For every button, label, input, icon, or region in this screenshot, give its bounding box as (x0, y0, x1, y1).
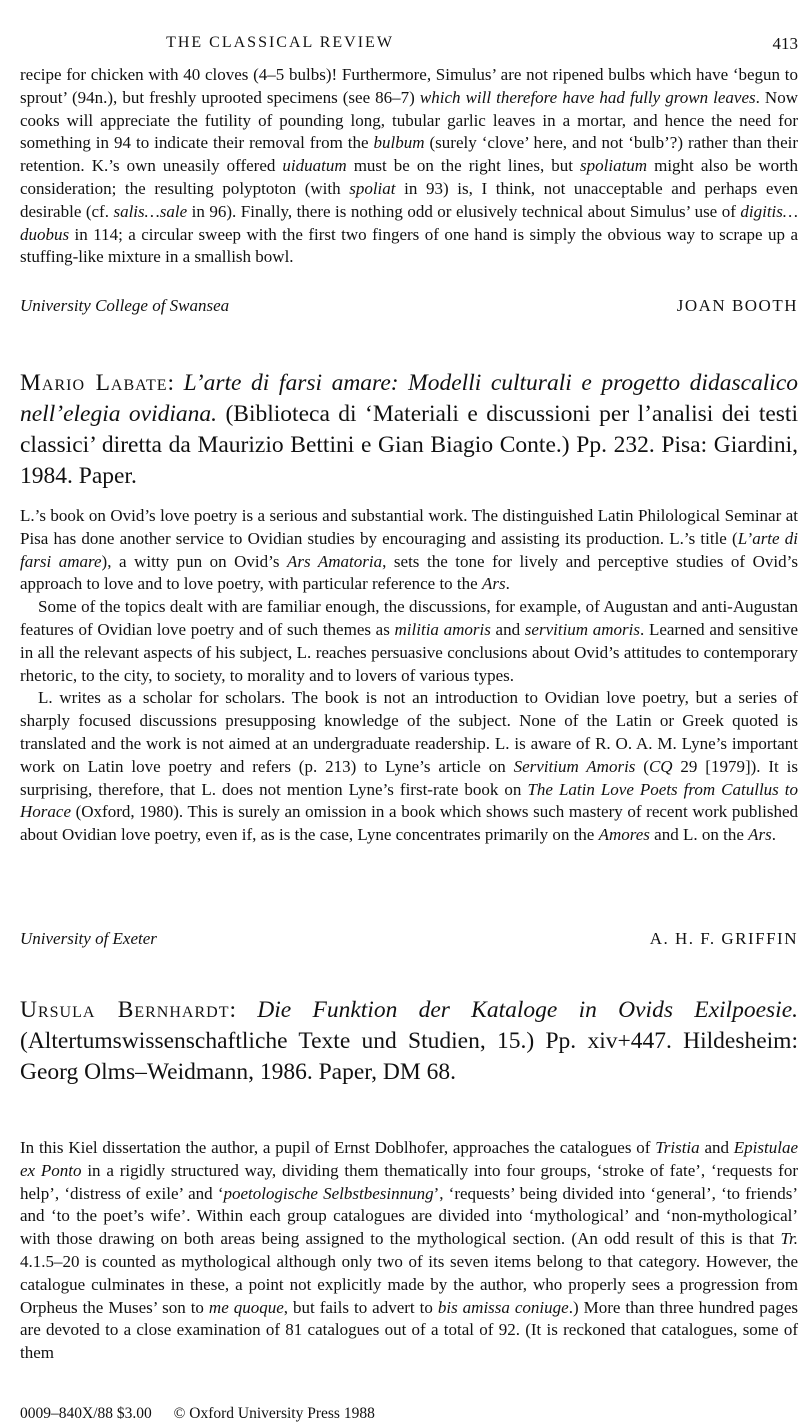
text-run: . Now cooks will appreciate the futility of pounding long, tubular garlic leaves in a mortar, and hence the need for something in 94 to indicate their removal from the (20, 87, 798, 153)
text-run: Some of the topics dealt with are familiar enough, the discussions, for example, of Augustan and anti-Augustan features of Ovidian love poetry and of such themes as (20, 597, 798, 639)
italic-text: Epistulae ex Ponto (20, 1138, 799, 1180)
italic-text: Servitium Amoris (513, 756, 636, 776)
reviewer-affiliation: University College of Swansea (20, 296, 230, 315)
review-paragraph (20, 687, 798, 847)
text-run: must be on the right lines, but (346, 156, 581, 176)
italic-text: Tr. (780, 1229, 798, 1249)
italic-text: bis amissa coniuge (437, 1297, 569, 1317)
text-run: might also be worth consideration; the resulting polyptoton (with (20, 156, 798, 198)
review-booth-body (20, 64, 798, 269)
text-run: . Learned and sensitive in all the relevant aspects of his subject, L. reaches persuasive conclusions about Ovid’s attitudes to contemporary rhetoric, to the city, to society, to morality and to lovers of various types. (20, 619, 799, 685)
italic-text: Ars (748, 825, 772, 845)
text-run: (Oxford, 1980). This is surely an omission in a book which shows such mastery of recent work published about Ovidian love poetry, even if, as is the case, Lyne concentrates primarily on the (20, 802, 798, 845)
italic-text: servitium amoris (524, 619, 640, 639)
italic-text: Amores (598, 825, 650, 845)
reviewer-name: JOAN BOOTH (676, 296, 798, 315)
italic-text: spoliatum (580, 156, 648, 176)
text-run: in a rigidly structured way, dividing them thematically into four groups, ‘stroke of fate’, ‘requests for help’, ‘distress of exile’ and ‘ (20, 1160, 798, 1203)
italic-text: which will therefore have had fully grown leaves (419, 87, 756, 107)
text-run: 4.1.5–20 is counted as mythological although only two of its seven items belong to that category. However, the catalogue culminates in these, a point not explicitly made by the author, who properly sees a progression from Orpheus the Muses’ son to (20, 1251, 798, 1317)
review-paragraph (20, 505, 798, 596)
italic-text: digitis…duobus (20, 201, 798, 244)
italic-text: salis…sale (113, 201, 188, 221)
text-run: in 96). Finally, there is nothing odd or elusively technical about Simulus’ use of (187, 201, 741, 221)
page-number: 413 (772, 34, 798, 53)
review-heading-labate: Mario Labate: L’arte di farsi amare: Modelli culturali e progetto didascalico nell’elegia ovidiana. (Biblioteca di ‘Materiali e discussioni per l’analisi dei testi classici’ diretta da Maurizio Bettini e Gian Biagio Conte.) Pp. 232. Pisa: Giardini, 1984. Paper. (20, 370, 799, 489)
book-title: Die Funktion der Kataloge in Ovids Exilpoesie. (257, 997, 798, 1023)
italic-text: militia amoris (394, 619, 491, 639)
text-run: 29 [1979]). It is surprising, therefore, that L. does not mention Lyne’s first-rate book on (20, 756, 798, 799)
text-run: L.’s book on Ovid’s love poetry is a serious and substantial work. The distinguished Latin Philological Seminar at Pisa has done another service to Ovidian studies by encouraging and assisting its production. L.’s title ( (20, 506, 798, 548)
text-run: recipe for chicken with 40 cloves (4–5 bulbs)! Furthermore, Simulus’ are not ripened bulbs which have ‘begun to sprout’ (94n.), but freshly uprooted specimens (see 86–7) (20, 65, 798, 107)
review-booth (20, 64, 798, 269)
italic-text: uiduatum (282, 156, 347, 176)
text-run: and (699, 1138, 734, 1157)
page-footer (20, 1405, 393, 1423)
italic-text: Tristia (655, 1138, 700, 1157)
review-griffin (20, 505, 798, 847)
text-run: (surely ‘clove’ here, and not ‘bulb’?) rather than their retention. K.’s own uneasily offered (20, 133, 798, 176)
book-details: (Biblioteca di ‘Materiali e discussioni per l’analisi dei testi classici’ diretta da Maurizio Bettini e Gian Biagio Conte.) Pp. 232. Pisa: Giardini, 1984. Paper. (20, 401, 798, 489)
review-bernhardt-body (20, 1137, 798, 1365)
text-run: L. writes as a scholar for scholars. The book is not an introduction to Ovidian love poetry, but a series of sharply focused discussions presupposing knowledge of the subject. None of the Latin or Greek quoted is translated and the work is not aimed at an undergraduate readership. L. is aware of R. O. A. M. Lyne’s important work on Latin love poetry and refers (p. 213) to Lyne’s article on (20, 688, 798, 776)
signature-booth (20, 296, 798, 318)
italic-text: Ars Amatoria (287, 551, 383, 571)
review-paragraph (20, 596, 798, 687)
text-run: ( (635, 756, 649, 776)
review-bernhardt (20, 1137, 798, 1365)
text-run: and (490, 619, 525, 639)
book-title: L’arte di farsi amare: Modelli culturali e progetto didascalico nell’elegia ovidiana. (20, 370, 799, 427)
text-run: in 114; a circular sweep with the first two fingers of one hand is simply the obvious way to scrape up a stuffing-like mixture in a smallish bowl. (20, 224, 798, 267)
italic-text: poetologische Selbstbesinnung (223, 1183, 434, 1203)
text-run: ’, ‘requests’ being divided into ‘general’, ‘to friends’ and ‘to the poet’s wife’. Within each group catalogues are divided into ‘mythological’ and ‘non-mythological’ with those drawing on both areas being assigned to the mythological section. (An odd result of this is that (20, 1183, 799, 1249)
book-author: Ursula Bernhardt (20, 997, 230, 1023)
italic-text: spoliat (349, 178, 396, 198)
journal-title: THE CLASSICAL REVIEW (166, 34, 394, 51)
reviewer-affiliation: University of Exeter (20, 929, 157, 948)
text-run: and L. on the (649, 825, 749, 845)
review-heading-bernhardt: Ursula Bernhardt: Die Funktion der Kataloge in Ovids Exilpoesie. (Altertumswissenschaftliche Texte und Studien, 15.) Pp. xiv+447. Hildesheim: Georg Olms–Weidmann, 1986. Paper, DM 68. (20, 997, 798, 1085)
text-run: .) More than three hundred pages are devoted to a close examination of 81 catalogues out of a total of 92. (It is reckoned that catalogues, some of them (20, 1297, 799, 1363)
reviewer-name: A. H. F. GRIFFIN (649, 929, 798, 948)
book-details: (Altertumswissenschaftliche Texte und Studien, 15.) Pp. xiv+447. Hildesheim: Georg Olms–Weidmann, 1986. Paper, DM 68. (20, 1028, 798, 1085)
text-run: ), a witty pun on Ovid’s (101, 551, 288, 571)
signature-griffin (20, 929, 798, 951)
italic-text: L’arte di farsi amare (20, 528, 798, 571)
text-run: In this Kiel dissertation the author, a pupil of Ernst Doblhofer, approaches the catalogues of (20, 1138, 656, 1157)
running-head (20, 34, 798, 56)
text-run: . (505, 574, 510, 594)
italic-text: The Latin Love Poets from Catullus to Horace (20, 779, 799, 822)
italic-text: me quoque (208, 1297, 284, 1317)
text-run: , but fails to advert to (283, 1297, 438, 1317)
italic-text: bulbum (373, 133, 425, 153)
text-run: . (771, 825, 776, 845)
copyright: © Oxford University Press 1988 (173, 1405, 375, 1422)
book-author: Mario Labate (20, 370, 168, 396)
issn-price: 0009–840X/88 $3.00 (20, 1405, 152, 1422)
italic-text: CQ (648, 756, 673, 776)
text-run: in 93) is, I think, not unacceptable and perhaps even desirable (cf. (20, 178, 798, 221)
italic-text: Ars (481, 574, 506, 594)
text-run: , sets the tone for lively and perceptive studies of Ovid’s approach to love and to love poetry, with particular reference to the (20, 551, 798, 594)
